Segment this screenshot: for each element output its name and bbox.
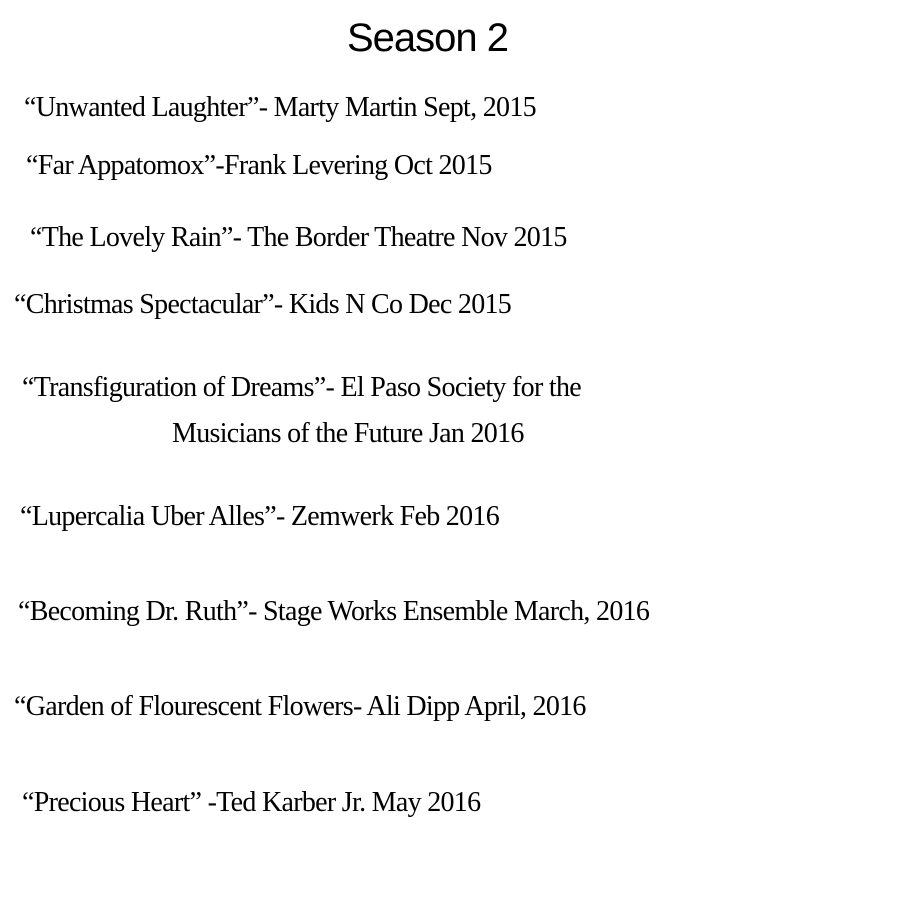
entry-text: “Precious Heart” -Ted Karber Jr. May 2016 [22, 787, 481, 818]
entry-text: “Unwanted Laughter”- Marty Martin Sept, 2015 [24, 92, 536, 123]
page-title: Season 2 [346, 16, 509, 60]
entry-garden-of-flourescent-flowers [14, 689, 586, 725]
entry-text: “Far Appatomox”-Frank Levering Oct 2015 [26, 150, 492, 181]
entry-text: “Lupercalia Uber Alles”- Zemwerk Feb 2016 [20, 501, 499, 532]
entry-the-lovely-rain [30, 220, 567, 256]
entry-far-appatomox [26, 148, 492, 184]
entry-christmas-spectacular [14, 287, 511, 323]
entry-text: “The Lovely Rain”- The Border Theatre Nov 2015 [30, 222, 567, 253]
entry-text: “Christmas Spectacular”- Kids N Co Dec 2015 [14, 289, 512, 320]
entry-becoming-dr-ruth [18, 594, 649, 630]
entry-unwanted-laughter [24, 90, 536, 126]
entry-text-line-2: Musicians of the Future Jan 2016 [172, 418, 524, 449]
entry-transfiguration-of-dreams [22, 370, 581, 452]
entry-text: “Garden of Flourescent Flowers- Ali Dipp April, 2016 [14, 691, 586, 722]
entry-text: “Becoming Dr. Ruth”- Stage Works Ensemble March, 2016 [18, 596, 650, 627]
entry-precious-heart [22, 785, 480, 821]
entry-text-line-1: “Transfiguration of Dreams”- El Paso Society for the [22, 372, 581, 403]
entry-lupercalia-uber-alles [20, 499, 499, 535]
